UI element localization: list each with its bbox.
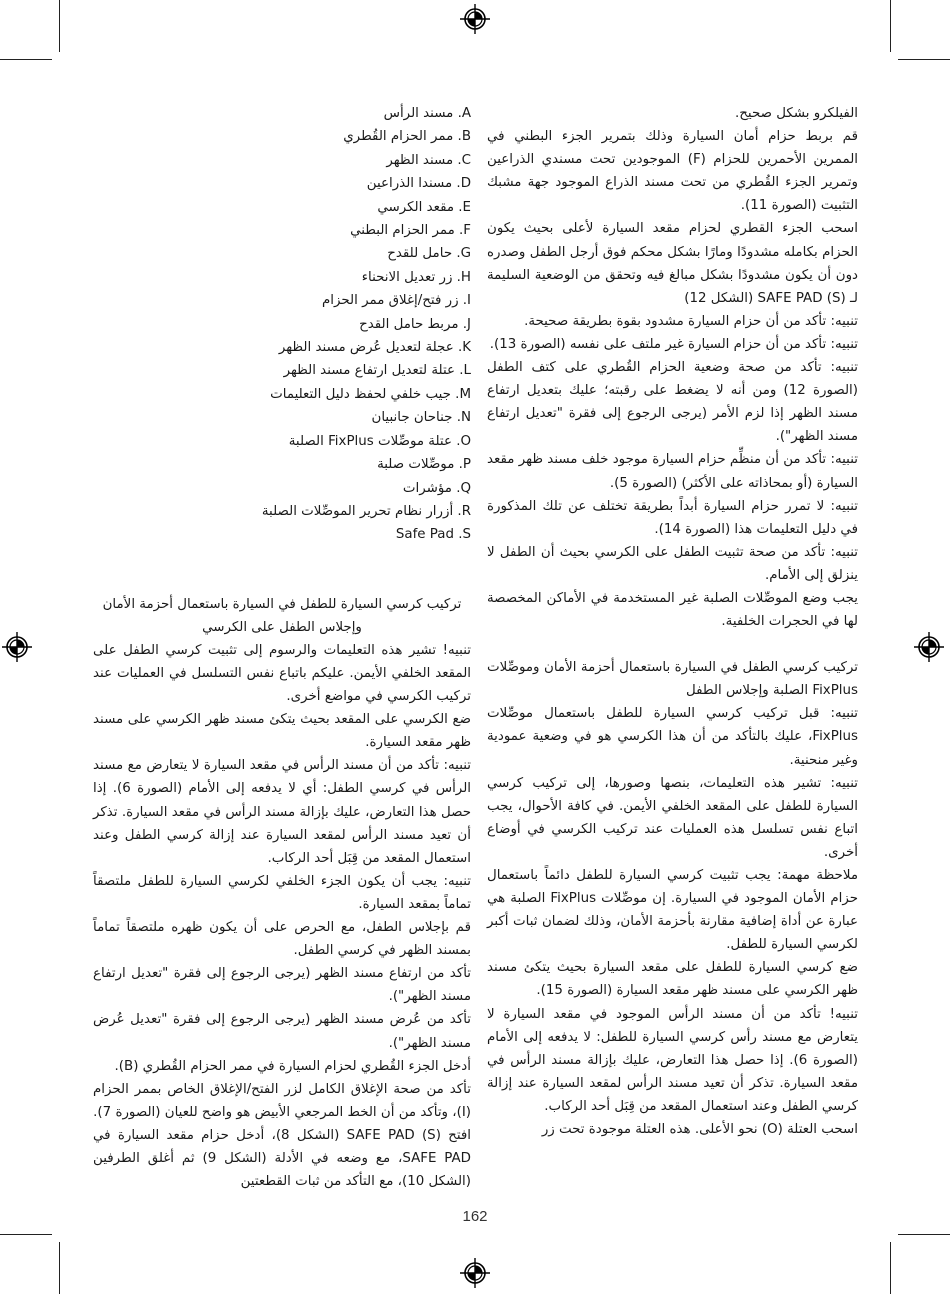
list-item: H. زر تعديل الانحناء — [361, 269, 471, 285]
crop-mark — [0, 59, 52, 60]
section-heading: تركيب كرسي السيارة للطفل في السيارة باستعمال أحزمة الأمان وإجلاس الطفل على الكرسي — [102, 596, 462, 635]
list-item: R. أزرار نظام تحرير الموصِّلات الصلبة — [261, 503, 471, 519]
left-text-column — [93, 102, 471, 1193]
list-item: D. مسندا الذراعين — [366, 176, 471, 192]
paragraph-spacer — [487, 633, 858, 656]
list-item: L. عتلة لتعديل ارتفاع مسند الظهر — [283, 363, 471, 379]
crop-mark — [898, 1234, 950, 1235]
crop-mark — [898, 59, 950, 60]
parts-list — [93, 102, 471, 547]
list-item: B. ممر الحزام القُطري — [343, 129, 471, 145]
list-item: A. مسند الرأس — [383, 106, 471, 121]
crop-mark — [0, 1234, 52, 1235]
list-item: G. حامل للقدح — [387, 246, 471, 262]
paragraph: الفيلكرو بشكل صحيح. — [735, 106, 858, 121]
list-item: N. جناحان جانبيان — [371, 410, 471, 426]
paragraph: قم بإجلاس الطفل، مع الحرص على أن يكون ظهره ملتصقاً تماماً بمسند الظهر في كرسي الطفل. — [93, 920, 471, 959]
list-item: M. جيب خلفي لحفظ دليل التعليمات — [270, 386, 471, 402]
warning-note: تنبيه: تأكد من أن مسند الرأس في مقعد السيارة لا يتعارض مع مسند الرأس في كرسي الطفل: أي لا يدفعه إلى الأمام (الصورة 6). إذا حصل هذا التعارض، عليك بإزالة مسند الرأس في مقعد السيارة. تذكر أن تعيد مسند الرأس لمقعد السيارة عند إزالة كرسي الطفل وعند استعمال المقعد من قِبَل أحد الركاب. — [93, 758, 471, 866]
list-item: Q. مؤشرات — [402, 480, 471, 496]
important-note: ملاحظة مهمة: يجب تثبيت كرسي السيارة للطفل دائماً باستعمال حزام الأمان الموجود في السيارة. إن موصِّلات FixPlus الصلبة هي عبارة عن أداة إضافية مقارنة بأحزمة الأمان، وذلك لضمان ثبات أكبر لكرسي السيارة للطفل. — [487, 868, 859, 953]
registration-mark-icon — [914, 632, 944, 662]
crop-mark — [890, 1242, 891, 1294]
warning-note: تنبيه: تأكد من أن منظِّم حزام السيارة موجود خلف مسند ظهر مقعد السيارة (أو بمحاذاته على الأكثر) (الصورة 5). — [487, 452, 858, 491]
list-item: P. موصِّلات صلبة — [377, 457, 471, 473]
warning-note: تنبيه! تأكد من أن مسند الرأس الموجود في مقعد السيارة لا يتعارض مع مسند رأس كرسي السيارة للطفل: لا يدفعه إلى الأمام (الصورة 6). إذا حصل هذا التعارض، عليك بإزالة مسند الرأس في مقعد السيارة. تذكر أن تعيد مسند الرأس لمقعد السيارة عند إزالة كرسي الطفل وعند استعمال المقعد من قِبَل أحد الركاب. — [487, 1006, 859, 1114]
list-item: E. مقعد الكرسي — [377, 199, 471, 215]
list-item: I. زر فتح/إغلاق ممر الحزام — [321, 293, 471, 309]
paragraph: يجب وضع الموصِّلات الصلبة غير المستخدمة في الأماكن المخصصة لها في الحجرات الخلفية. — [487, 590, 858, 630]
paragraph: اسحب العتلة (O) نحو الأعلى. هذه العتلة موجودة تحت زر — [541, 1122, 858, 1138]
paragraph: ضع كرسي السيارة للطفل على مقعد السيارة بحيث يتكئ مسند ظهر الكرسي على مسند ظهر مقعد السيارة (الصورة 15). — [487, 960, 858, 999]
paragraph: افتح (SAFE PAD (S (الشكل 8)، أدخل حزام مقعد السيارة في SAFE PAD، مع وضعه في الأدلة (الشكل 9) ثم أغلق الطرفين (الشكل 10)، مع التأكد من ثبات القطعتين — [93, 1127, 471, 1190]
warning-note: تنبيه: يجب أن يكون الجزء الخلفي لكرسي السيارة للطفل ملتصقاً تماماً بمقعد السيارة. — [93, 873, 471, 912]
paragraph: تأكد من صحة الإغلاق الكامل لزر الفتح/الإغلاق الخاص بممر الحزام (I)، وتأكد من أن الخط المرجعي الأبيض هو واضح للعيان (الصورة 7). — [93, 1081, 471, 1120]
list-item: C. مسند الظهر — [386, 152, 471, 168]
registration-mark-icon — [460, 1258, 490, 1288]
crop-mark — [890, 0, 891, 52]
warning-note: تنبيه! تشير هذه التعليمات والرسوم إلى تثبيت كرسي الطفل على المقعد الخلفي الأيمن. عليكم باتباع نفس التسلسل في العمليات عند تركيب الكرسي في مواضع أخرى. — [93, 642, 471, 705]
registration-mark-icon — [460, 4, 490, 34]
paragraph: أدخل الجزء القُطري لحزام السيارة في ممر الحزام القُطري (B). — [114, 1058, 471, 1074]
crop-mark — [59, 1242, 60, 1294]
paragraph-spacer — [93, 547, 471, 570]
paragraph: تأكد من عُرض مسند الظهر (يرجى الرجوع إلى فقرة "تعديل عُرض مسند الظهر"). — [93, 1012, 471, 1051]
right-text-column — [487, 102, 858, 1141]
section-heading: تركيب كرسي الطفل في السيارة باستعمال أحزمة الأمان وموصِّلات FixPlus الصلبة وإجلاس الطفل — [487, 660, 858, 699]
paragraph: قم بربط حزام أمان السيارة وذلك بتمرير الجزء البطني في الممرين الأحمرين للحزام (F) الموجودين تحت مسندي الذراعين وتمرير الجزء القُطري من تحت مسند الذراع الموجود جهة مشبك التثبيت (الصورة 11). — [487, 129, 859, 214]
list-item: O. عتلة موصِّلات FixPlus الصلبة — [288, 433, 471, 449]
warning-note: تنبيه: تأكد من أن حزام السيارة مشدود بقوة بطريقة صحيحة. — [524, 313, 858, 329]
paragraph-spacer — [93, 570, 471, 593]
warning-note: تنبيه: تأكد من صحة وضعية الحزام القُطري على كتف الطفل (الصورة 12) ومن أنه لا يضغط على رقبته؛ عليك بتعديل ارتفاع مسند الظهر إذا لزم الأمر (يرجى الرجوع إلى فقرة "تعديل ارتفاع مسند الظهر"). — [487, 360, 858, 445]
paragraph: ضع الكرسي على المقعد بحيث يتكئ مسند ظهر الكرسي على مسند ظهر مقعد السيارة. — [93, 712, 471, 751]
registration-mark-icon — [2, 632, 32, 662]
list-item: F. ممر الحزام البطني — [350, 223, 471, 239]
paragraph: اسحب الجزء القطري لحزام مقعد السيارة لأعلى بحيث يكون الحزام بكامله مشدودًا ومارًا بشكل محكم فوق أرجل الطفل وصدره دون أن يكون مشدودًا بشكل مبالغ فيه وتحقق من الوضعية السليمة لـ (SAFE PAD (S (الشكل 12) — [487, 221, 858, 306]
warning-note: تنبيه: تأكد من صحة تثبيت الطفل على الكرسي بحيث أن الطفل لا ينزلق إلى الأمام. — [487, 544, 858, 583]
warning-note: تنبيه: تأكد من أن حزام السيارة غير ملتف على نفسه (الصورة 13). — [489, 336, 858, 352]
list-item: J. مربط حامل القدح — [359, 316, 471, 332]
paragraph: تأكد من ارتفاع مسند الظهر (يرجى الرجوع إلى فقرة "تعديل ارتفاع مسند الظهر"). — [93, 966, 471, 1005]
warning-note: تنبيه: قبل تركيب كرسي السيارة للطفل باستعمال موصِّلات FixPlus، عليك بالتأكد من أن هذا الكرسي هو في وضعية عمودية وغير منحنية. — [487, 706, 858, 768]
warning-note: تنبيه: تشير هذه التعليمات، بنصها وصورها، إلى تركيب كرسي السيارة للطفل على المقعد الخلفي الأيمن. في كافة الأحوال، يجب اتباع نفس تسلسل هذه العمليات عند تركيب الكرسي في أوضاع أخرى. — [487, 775, 858, 860]
page-number: 162 — [462, 1208, 488, 1225]
crop-mark — [59, 0, 60, 52]
list-item: Safe Pad .S — [395, 527, 471, 543]
warning-note: تنبيه: لا تمرر حزام السيارة أبداً بطريقة تختلف عن تلك المذكورة في دليل التعليمات هذا (الصورة 14). — [487, 498, 858, 537]
list-item: K. عجلة لتعديل عُرض مسند الظهر — [278, 340, 471, 356]
